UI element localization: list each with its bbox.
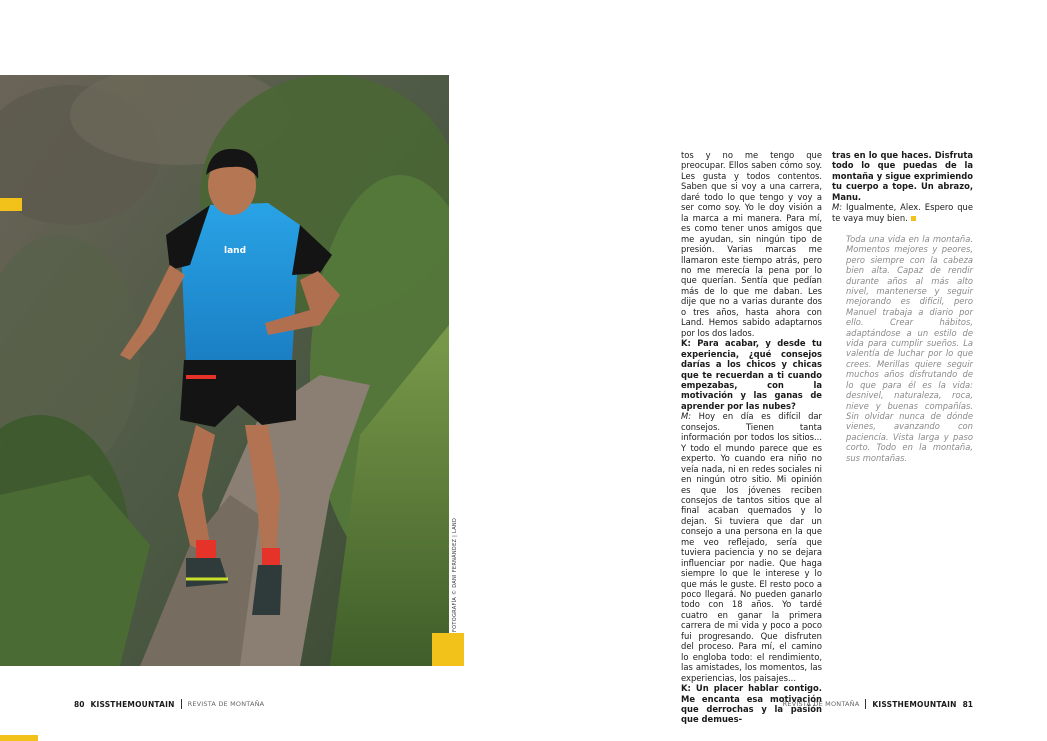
footer-left (74, 699, 264, 709)
answer (681, 411, 822, 683)
magazine-subtitle: REVISTA DE MONTAÑA (187, 700, 265, 708)
accent-block (432, 633, 464, 666)
footer-right (783, 699, 973, 709)
divider (865, 699, 866, 709)
question: K: Un placer hablar contigo. Me encanta esa motivación que derrochas y la pasión que demues- (681, 683, 822, 725)
pull-quote: Toda una vida en la montaña. Momentos mejores y peores, pero siempre con la cabeza bien alta. Capaz de rendir durante años al más alto nivel, mantenerse y seguir mejorando es difícil, pero Manuel trabaja a diario por ello. Crear hábitos, adaptándose a un estilo de vida para cumplir sueños. La valentía de luchar por lo que crees. Merillas quiere seguir muchos años disfrutando de lo que para él es la vida: desnivel, naturaleza, roca, nieve y buenas compañías. Sin olvidar nunca de dónde vienes, avanzando con paciencia. Vista larga y paso corto. Todo en la montaña, sus montañas. (846, 234, 973, 463)
answer (832, 202, 973, 223)
magazine-brand: KISSTHEMOUNTAIN (872, 699, 957, 709)
question: K: Para acabar, y desde tu experiencia, ¿qué consejos darías a los chicos y chicas que te recuerdan a ti cuando empezabas, con la motivación y las ganas de aprender por las nubes? (681, 338, 822, 411)
runner-illustration (0, 75, 449, 666)
magazine-brand: KISSTHEMOUNTAIN (90, 699, 175, 709)
article-column-1 (681, 150, 822, 725)
accent-tab-bottom (0, 735, 38, 741)
end-mark-icon (911, 216, 916, 221)
article-column-2 (832, 150, 973, 223)
answer-text: Igualmente, Alex. Espero que te vaya muy bien. (832, 202, 973, 223)
accent-tab-left (0, 198, 22, 211)
shirt-logo: land (224, 246, 247, 256)
speaker-label: M: (681, 411, 692, 422)
page-number: 80 (74, 699, 85, 709)
answer-text: Hoy en día es difícil dar consejos. Tienen tanta información por todos los sitios... Y todo el mundo parece que es experto. Yo cuando era niño no veía nada, ni en redes sociales ni en ningún otro sitio. Mi opinión es que los jóvenes reciben consejos de tantos sitios que al final acaban quemados y lo dejan. Si tuviera que dar un consejo a una persona en la que me veo reflejado, sería que tuviera paciencia y no se dejara influenciar por nadie. Que haga siempre lo que le interese y lo que más le guste. El resto poco a poco llegará. No pueden ganarlo todo con 18 años. Yo tardé cuatro en ganar la primera carrera de mi vida y poco a poco fui progresando. Que disfruten del proceso. Para mí, el camino lo engloba todo: el rendimiento, las amistades, los momentos, las experiencias, los paisajes... (681, 411, 822, 683)
magazine-subtitle: REVISTA DE MONTAÑA (782, 700, 860, 708)
paragraph: tos y no me tengo que preocupar. Ellos saben cómo soy. Les gusta y todos contentos. Saben que si voy a una carrera, daré todo lo que tengo y voy a ser como soy. Yo le doy visión a la marca a mi manera. Para mí, es como tener unos amigos que me ayudan, sin ningún tipo de presión. Varias marcas me llamaron este tiempo atrás, pero no me merecía la pena por lo que querían. Sentía que pedían más de lo que me daban. Les dije que no a varias durante dos o tres años, hasta ahora con Land. Hemos sabido adaptarnos por los dos lados. (681, 150, 822, 338)
divider (181, 699, 182, 709)
runner-photo (0, 75, 449, 666)
speaker-label: M: (832, 202, 843, 213)
question-continued: tras en lo que haces. Disfruta todo lo que puedas de la montaña y sigue exprimiendo tu cuerpo a tope. Un abrazo, Manu. (832, 150, 973, 202)
photo-credit: FOTOGRAFÍA © DANI FERNÁNDEZ | LAND (452, 517, 458, 632)
page-number: 81 (962, 699, 973, 709)
